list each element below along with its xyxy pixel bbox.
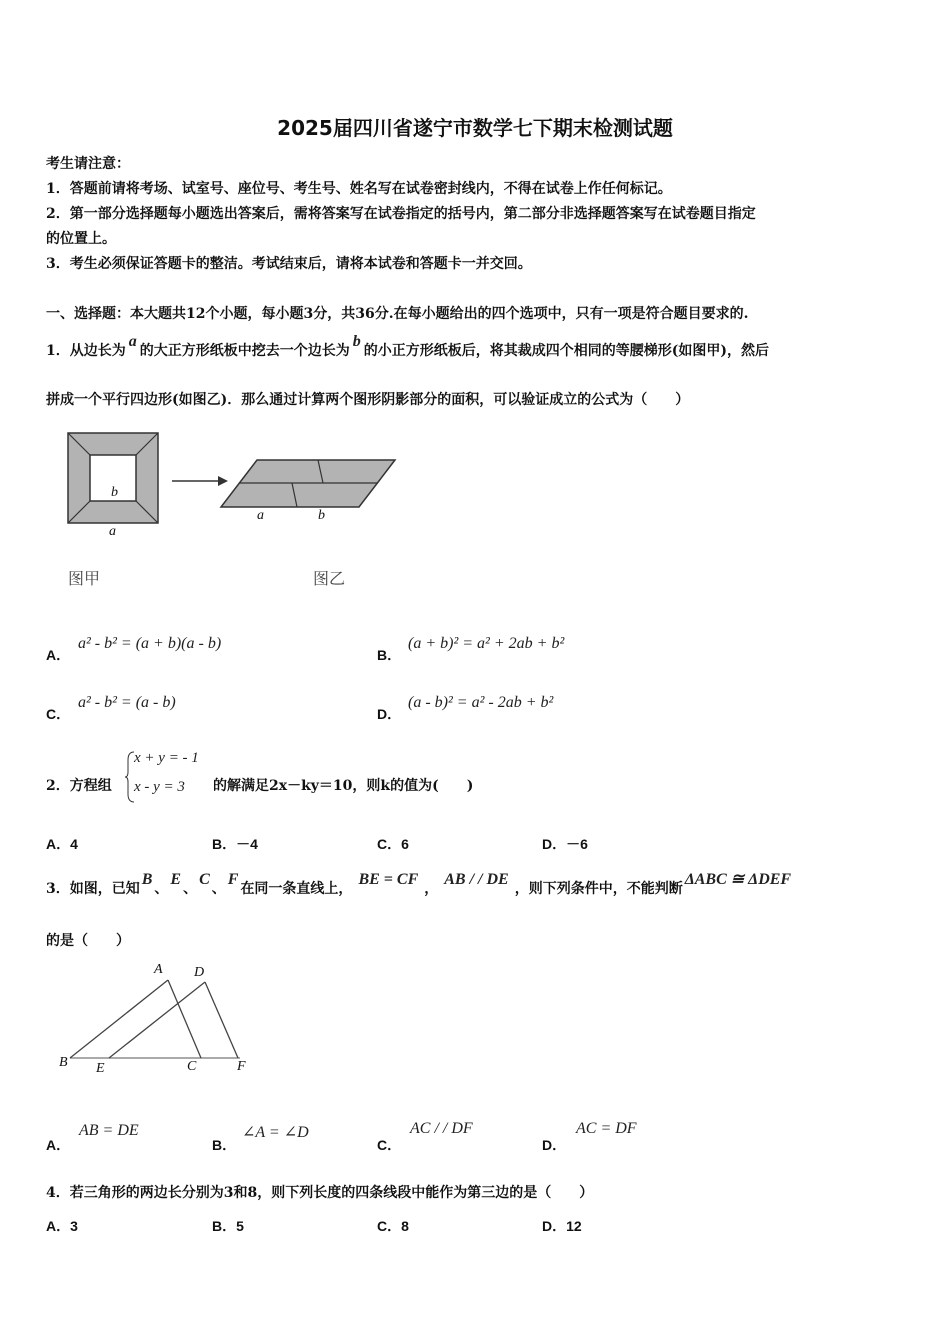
q1-text: 的大正方形纸板中挖去一个边长为: [139, 343, 350, 359]
page-title: 2025届四川省遂宁市数学七下期末检测试题: [277, 116, 673, 140]
q2-text: 方程组: [69, 778, 112, 794]
option-label: [542, 1216, 582, 1236]
figure-triangles: [55, 965, 255, 1075]
option-value: 8: [401, 1218, 409, 1234]
fig1-label-b: b: [111, 485, 118, 500]
option-label: A．: [46, 647, 71, 663]
q3-line1: [46, 871, 793, 898]
option-label: [46, 834, 78, 854]
option-label-text: C．: [377, 1218, 402, 1234]
point-label-c: C: [187, 1059, 197, 1074]
option-label: B．: [377, 647, 402, 663]
point-label-e: E: [96, 1061, 105, 1076]
figure-caption: 图甲: [68, 569, 101, 588]
option-label-text: A．: [46, 1218, 71, 1234]
point-label-f: F: [237, 1059, 246, 1074]
q3-point: E: [170, 871, 182, 888]
option-label-text: B．: [212, 1218, 237, 1234]
question-number: 1．: [46, 343, 70, 359]
fig2-label-a: a: [257, 508, 264, 523]
option-label: [377, 834, 409, 854]
segment-ab: [70, 980, 168, 1058]
question-number: 3．: [46, 881, 70, 897]
question-number: 2．: [46, 778, 70, 794]
notice-item: 2．第一部分选择题每小题选出答案后，需将答案写在试卷指定的括号内，第二部分非选择题答案写在试卷题目指定: [46, 206, 756, 222]
notice-heading: 考生请注意：: [46, 156, 130, 172]
figure-parallelogram: [215, 455, 400, 515]
q3-condition: BE = CF: [358, 871, 419, 888]
q4-text: 若三角形的两边长分别为3和8，则下列长度的四条线段中能作为第三边的是（ ）: [69, 1185, 594, 1201]
option-label-text: B．: [212, 836, 237, 852]
q3-congruence: ΔABC ≅ ΔDEF: [684, 871, 792, 888]
option-label: [46, 1216, 78, 1236]
option-expr: AB = DE: [79, 1122, 139, 1139]
option-label: [542, 834, 588, 854]
q3-point: B: [141, 871, 153, 888]
notice-item: 1．答题前请将考场、试室号、座位号、考生号、姓名写在试卷密封线内，不得在试卷上作任何标记。: [46, 181, 672, 197]
option-value: 3: [70, 1218, 78, 1234]
q3-text: 、: [183, 881, 198, 897]
option-label-text: D．: [542, 836, 567, 852]
segment-ac: [168, 980, 201, 1058]
option-value: 12: [566, 1218, 582, 1234]
question-number: 4．: [46, 1185, 70, 1201]
option-label: A．: [46, 1137, 71, 1153]
q3-line2: 的是（ ）: [46, 933, 130, 949]
q3-text: 、: [154, 881, 169, 897]
point-label-a: A: [154, 962, 163, 977]
option-label: D．: [542, 1137, 567, 1153]
q1-var-b: b: [352, 333, 361, 350]
q3-text: ，则下列条件中，不能判断: [514, 881, 683, 897]
option-value: 5: [236, 1218, 244, 1234]
q2-text-tail: 的解满足2x－ky＝10，则k的值为( ): [213, 778, 474, 794]
q1-line2: 拼成一个平行四边形(如图乙)．那么通过计算两个图形阴影部分的面积，可以验证成立的公式为（ ）: [46, 392, 690, 408]
q1-line1: [46, 333, 769, 360]
q3-point: C: [199, 871, 210, 888]
option-expr: a² - b² = (a + b)(a - b): [78, 635, 222, 652]
option-value: 4: [70, 836, 78, 852]
fig1-label-a: a: [109, 524, 116, 539]
option-label-text: C．: [377, 836, 402, 852]
option-label: B．: [212, 1137, 237, 1153]
q1-var-a: a: [128, 333, 137, 350]
q3-text: ，: [424, 881, 439, 897]
option-label: C．: [377, 1137, 402, 1153]
segment-df: [205, 982, 238, 1058]
q2-eq2: x - y = 3: [134, 779, 185, 795]
option-value: －6: [566, 836, 588, 852]
fig2-label-b: b: [318, 508, 325, 523]
option-value: －4: [236, 836, 258, 852]
option-label: [212, 834, 258, 854]
option-label-text: A．: [46, 836, 71, 852]
option-label-text: D．: [542, 1218, 567, 1234]
option-expr: a² - b² = (a - b): [78, 694, 176, 711]
notice-item: 的位置上。: [46, 231, 116, 247]
section-heading: 一、选择题：本大题共12个小题，每小题3分，共36分.在每小题给出的四个选项中，只有一项是符合题目要求的.: [46, 306, 749, 322]
segment-de: [109, 982, 205, 1058]
option-label: [212, 1216, 244, 1236]
option-label: [377, 1216, 409, 1236]
option-expr: ∠A = ∠D: [242, 1124, 309, 1141]
q3-text: 在同一条直线上，: [240, 881, 353, 897]
q3-point: F: [227, 871, 239, 888]
q3-text: 如图，已知: [69, 881, 140, 897]
option-label: C．: [46, 706, 71, 722]
option-expr: AC = DF: [576, 1120, 637, 1137]
option-value: 6: [401, 836, 409, 852]
q3-text: 、: [211, 881, 226, 897]
notice-item: 3．考生必须保证答题卡的整洁。考试结束后，请将本试卷和答题卡一并交回。: [46, 256, 532, 272]
q2-number-text: [46, 775, 112, 795]
q1-text: 从边长为: [69, 343, 126, 359]
option-expr: (a + b)² = a² + 2ab + b²: [408, 635, 565, 652]
point-label-d: D: [194, 965, 205, 980]
point-label-b: B: [59, 1055, 68, 1070]
q3-condition: AB / / DE: [444, 871, 509, 888]
figure-caption: 图乙: [313, 569, 346, 588]
q2-eq1: x + y = - 1: [134, 750, 199, 766]
q4-line: [46, 1182, 593, 1202]
option-expr: (a - b)² = a² - 2ab + b²: [408, 694, 554, 711]
q1-text: 的小正方形纸板后，将其裁成四个相同的等腰梯形(如图甲)，然后: [363, 343, 769, 359]
option-expr: AC / / DF: [410, 1120, 473, 1137]
option-label: D．: [377, 706, 402, 722]
